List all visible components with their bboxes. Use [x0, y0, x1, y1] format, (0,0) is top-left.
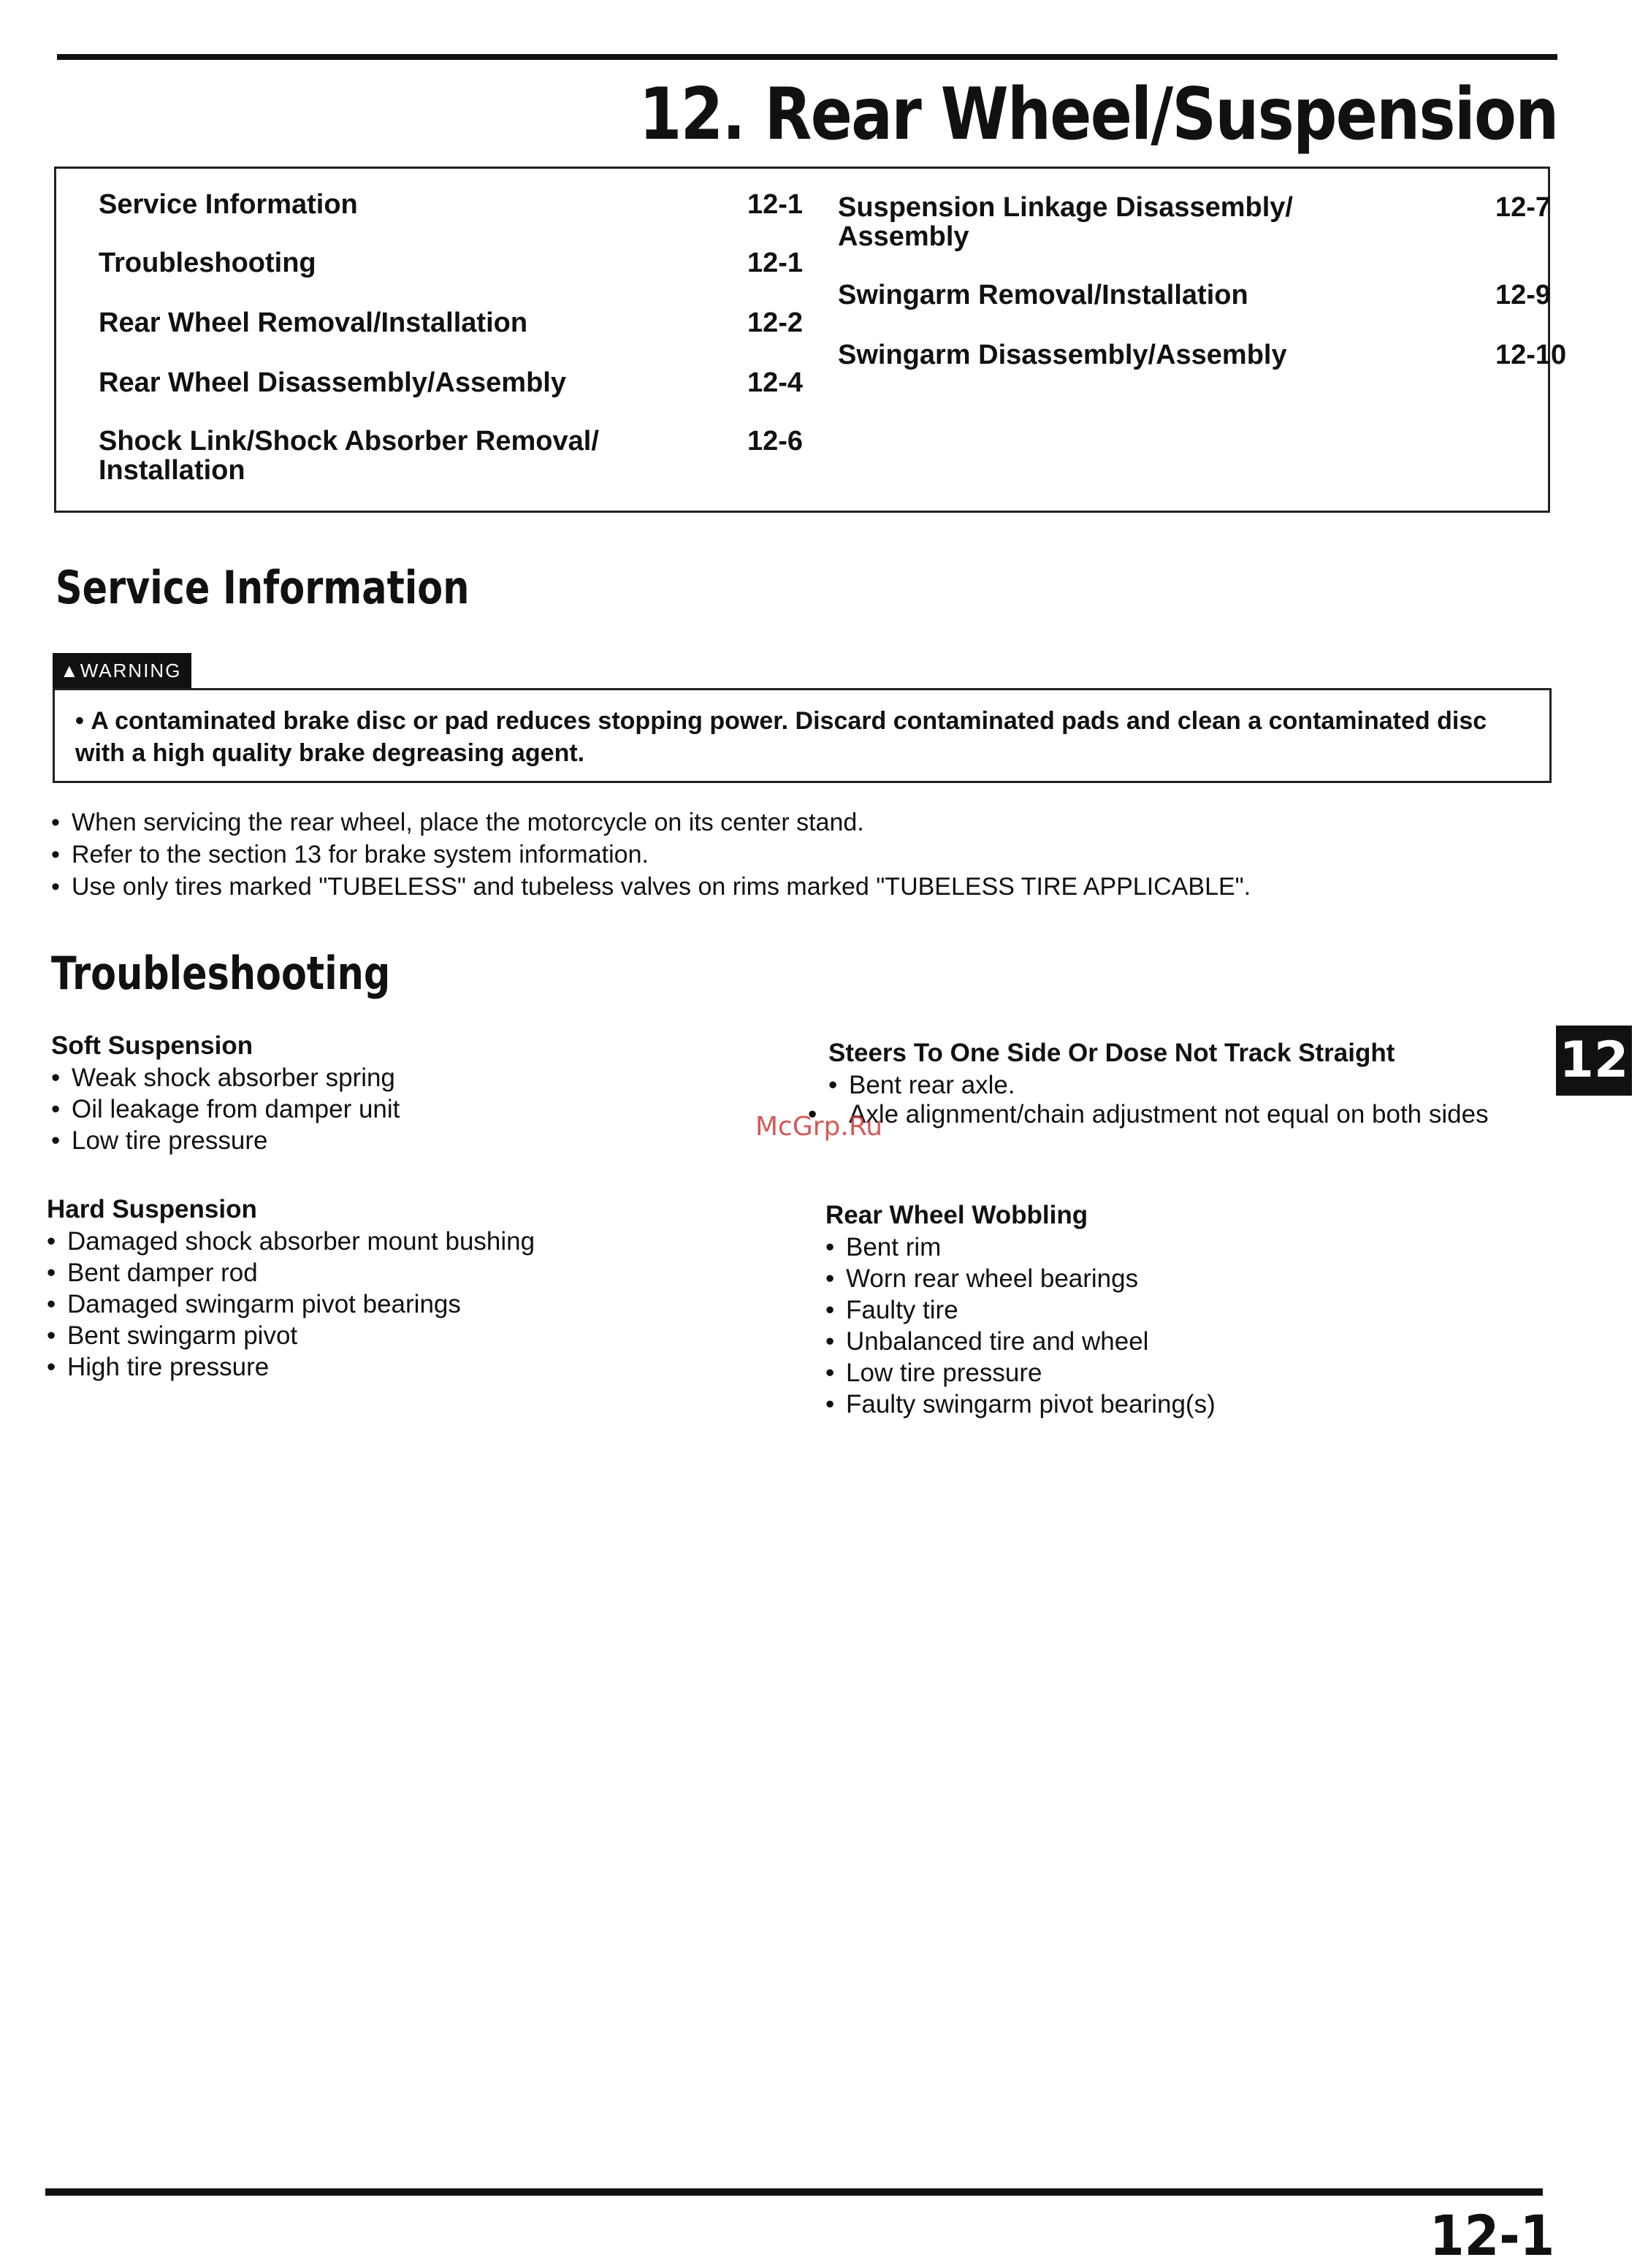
list-item: • When servicing the rear wheel, place the motorcycle on its center stand.	[51, 806, 1439, 839]
trouble-group-steers-to-one-side	[828, 1037, 1559, 1129]
warning-box	[53, 688, 1552, 783]
trouble-group-title: Soft Suspension	[51, 1031, 253, 1060]
warning-label	[53, 653, 191, 688]
list-item: • Damaged swingarm pivot bearings	[47, 1288, 777, 1320]
toc-page: 12-4	[747, 367, 804, 398]
section-tab-badge: 12	[1556, 1026, 1632, 1096]
trouble-group-soft-suspension	[51, 1030, 782, 1156]
trouble-list	[825, 1232, 1556, 1420]
list-item: • Refer to the section 13 for brake system information.	[51, 839, 1439, 871]
toc-page: 12-9	[1495, 280, 1552, 310]
warning-triangle-icon: ▲	[60, 660, 80, 681]
list-item: • Bent rear axle.	[828, 1069, 1559, 1101]
list-item: • Axle alignment/chain adjustment not equal on both sides	[828, 1101, 1559, 1129]
list-item: • Unbalanced tire and wheel	[825, 1326, 1556, 1357]
toc-page: 12-10	[1495, 340, 1567, 370]
troubleshooting-heading: Troubleshooting	[51, 947, 391, 1000]
trouble-list	[51, 1062, 782, 1156]
trouble-group-title: Steers To One Side Or Dose Not Track Straight	[828, 1039, 1395, 1067]
trouble-list	[47, 1226, 777, 1383]
list-item: • Damaged shock absorber mount bushing	[47, 1226, 777, 1257]
list-item: • Oil leakage from damper unit	[51, 1093, 782, 1125]
toc-label: Service Information	[99, 189, 358, 220]
page-number: 12-1	[1429, 2203, 1554, 2268]
list-item: • Low tire pressure	[825, 1357, 1556, 1389]
toc-label: Swingarm Removal/Installation	[838, 280, 1248, 310]
chapter-title: 12. Rear Wheel/Suspension	[638, 73, 1557, 156]
table-of-contents	[54, 167, 1567, 513]
toc-label: Rear Wheel Disassembly/Assembly	[99, 367, 566, 398]
toc-label: Troubleshooting	[99, 248, 316, 278]
toc-page: 12-7	[1495, 192, 1552, 223]
bullet-icon: •	[75, 707, 91, 735]
warning-message: A contaminated brake disc or pad reduces stopping power. Discard contaminated pads and clean a contaminated disc with a high quality brake degreasing agent.	[75, 707, 1487, 767]
list-item: • Bent swingarm pivot	[47, 1320, 777, 1351]
list-item: • Use only tires marked "TUBELESS" and tubeless valves on rims marked "TUBELESS TIRE APPLICABLE".	[51, 871, 1439, 903]
toc-label-line2: Installation	[99, 455, 245, 486]
toc-page: 12-2	[747, 308, 804, 338]
list-item: • Low tire pressure	[51, 1125, 782, 1156]
warning-text	[75, 705, 1529, 769]
toc-label: Rear Wheel Removal/Installation	[99, 308, 528, 338]
toc-page: 12-1	[747, 189, 804, 220]
top-rule	[57, 54, 1557, 60]
toc-label-line1: Suspension Linkage Disassembly/	[838, 192, 1293, 223]
list-item: • High tire pressure	[47, 1351, 777, 1383]
trouble-group-title: Rear Wheel Wobbling	[825, 1201, 1088, 1229]
toc-label-line1: Shock Link/Shock Absorber Removal/	[99, 426, 599, 457]
service-notes	[51, 806, 1439, 903]
list-item: • Worn rear wheel bearings	[825, 1263, 1556, 1294]
list-item: • Bent damper rod	[47, 1257, 777, 1288]
list-item: • Faulty swingarm pivot bearing(s)	[825, 1389, 1556, 1420]
trouble-group-hard-suspension	[47, 1194, 777, 1383]
toc-page: 12-1	[747, 248, 804, 278]
service-info-heading: Service Information	[56, 561, 470, 614]
toc-label-line2: Assembly	[838, 221, 969, 252]
watermark: McGrp.Ru	[755, 1112, 883, 1142]
toc-label: Swingarm Disassembly/Assembly	[838, 340, 1287, 370]
trouble-list	[828, 1069, 1559, 1129]
warning-label-text: WARNING	[80, 660, 182, 681]
list-item: • Weak shock absorber spring	[51, 1062, 782, 1093]
list-item: • Faulty tire	[825, 1294, 1556, 1326]
toc-page: 12-6	[747, 426, 804, 457]
trouble-group-title: Hard Suspension	[47, 1195, 257, 1223]
trouble-group-rear-wheel-wobbling	[825, 1199, 1556, 1420]
list-item: • Bent rim	[825, 1232, 1556, 1263]
bottom-rule	[45, 2188, 1543, 2196]
